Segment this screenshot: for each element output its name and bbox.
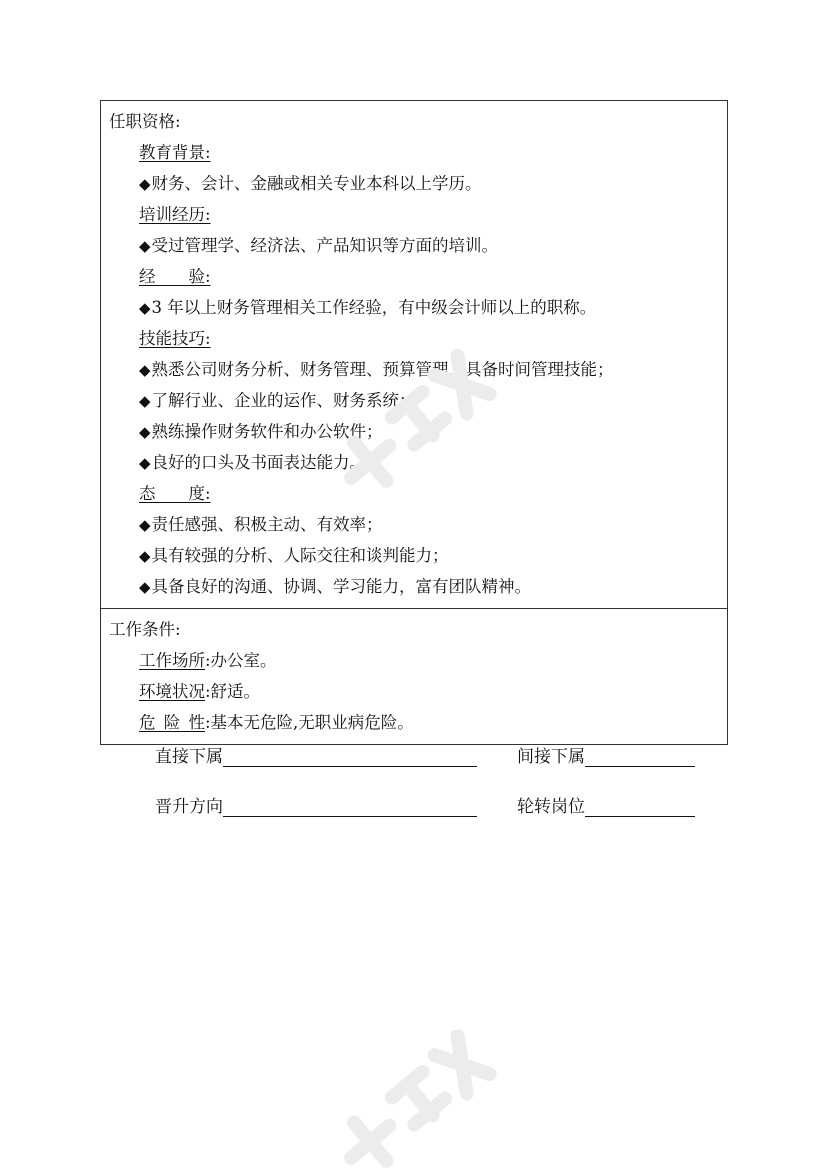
indirect-subordinate-field[interactable] xyxy=(585,746,695,767)
diamond-bullet-icon: ◆ xyxy=(139,299,151,317)
list-item: ◆熟悉公司财务分析、财务管理、预算管理，具备时间管理技能； xyxy=(139,360,614,379)
attitude-label: 态 度: xyxy=(139,484,211,503)
direct-subordinate-label: 直接下属 xyxy=(155,747,223,767)
environment-row xyxy=(109,676,719,707)
environment-label: 环境状况 xyxy=(139,682,205,701)
rotation-field[interactable] xyxy=(585,796,695,817)
list-item: ◆责任感强、积极主动、有效率； xyxy=(139,515,383,534)
promotion-label: 晋升方向 xyxy=(155,797,223,817)
signature-row-1-right xyxy=(517,742,695,768)
training-label: 培训经历: xyxy=(139,205,211,224)
diamond-bullet-icon: ◆ xyxy=(139,454,151,472)
diamond-bullet-icon: ◆ xyxy=(139,175,151,193)
risk-value: :基本无危险,无职业病危险。 xyxy=(205,713,414,732)
list-item: ◆具有较强的分析、人际交往和谈判能力； xyxy=(139,546,449,565)
rotation-label: 轮转岗位 xyxy=(517,797,585,817)
qualifications-heading: 任职资格: xyxy=(109,112,181,131)
job-requirements-table xyxy=(100,100,728,745)
conditions-section xyxy=(101,608,727,744)
list-item: ◆3 年以上财务管理相关工作经验，有中级会计师以上的职称。 xyxy=(139,298,597,317)
list-item: ◆具备良好的沟通、协调、学习能力，富有团队精神。 xyxy=(139,577,532,596)
workplace-row xyxy=(109,645,719,676)
diamond-bullet-icon: ◆ xyxy=(139,547,151,565)
conditions-heading: 工作条件: xyxy=(109,620,181,639)
risk-label: 危 险 性 xyxy=(139,713,205,732)
diamond-bullet-icon: ◆ xyxy=(139,361,151,379)
diamond-bullet-icon: ◆ xyxy=(139,516,151,534)
diamond-bullet-icon: ◆ xyxy=(139,423,151,441)
environment-value: :舒适。 xyxy=(205,682,261,701)
list-item: ◆良好的口头及书面表达能力。 xyxy=(139,453,367,472)
signature-row-2-right xyxy=(517,792,695,818)
list-item: ◆熟练操作财务软件和办公软件； xyxy=(139,422,383,441)
workplace-label: 工作场所 xyxy=(139,651,205,670)
list-item: ◆财务、会计、金融或相关专业本科以上学历。 xyxy=(139,174,482,193)
education-label: 教育背景: xyxy=(139,143,211,162)
diamond-bullet-icon: ◆ xyxy=(139,237,151,255)
signature-row-2 xyxy=(155,792,477,818)
indirect-subordinate-label: 间接下属 xyxy=(517,747,585,767)
watermark-graphic xyxy=(300,1030,540,1170)
list-item: ◆了解行业、企业的运作、财务系统； xyxy=(139,391,416,410)
diamond-bullet-icon: ◆ xyxy=(139,392,151,410)
qualifications-section xyxy=(101,101,727,608)
experience-label: 经 验: xyxy=(139,267,211,286)
workplace-value: :办公室。 xyxy=(205,651,277,670)
diamond-bullet-icon: ◆ xyxy=(139,578,151,596)
promotion-field[interactable] xyxy=(223,796,477,817)
list-item: ◆受过管理学、经济法、产品知识等方面的培训。 xyxy=(139,236,499,255)
signature-row-1 xyxy=(155,742,477,768)
risk-row xyxy=(109,707,719,738)
skills-label: 技能技巧: xyxy=(139,329,211,348)
direct-subordinate-field[interactable] xyxy=(223,746,477,767)
